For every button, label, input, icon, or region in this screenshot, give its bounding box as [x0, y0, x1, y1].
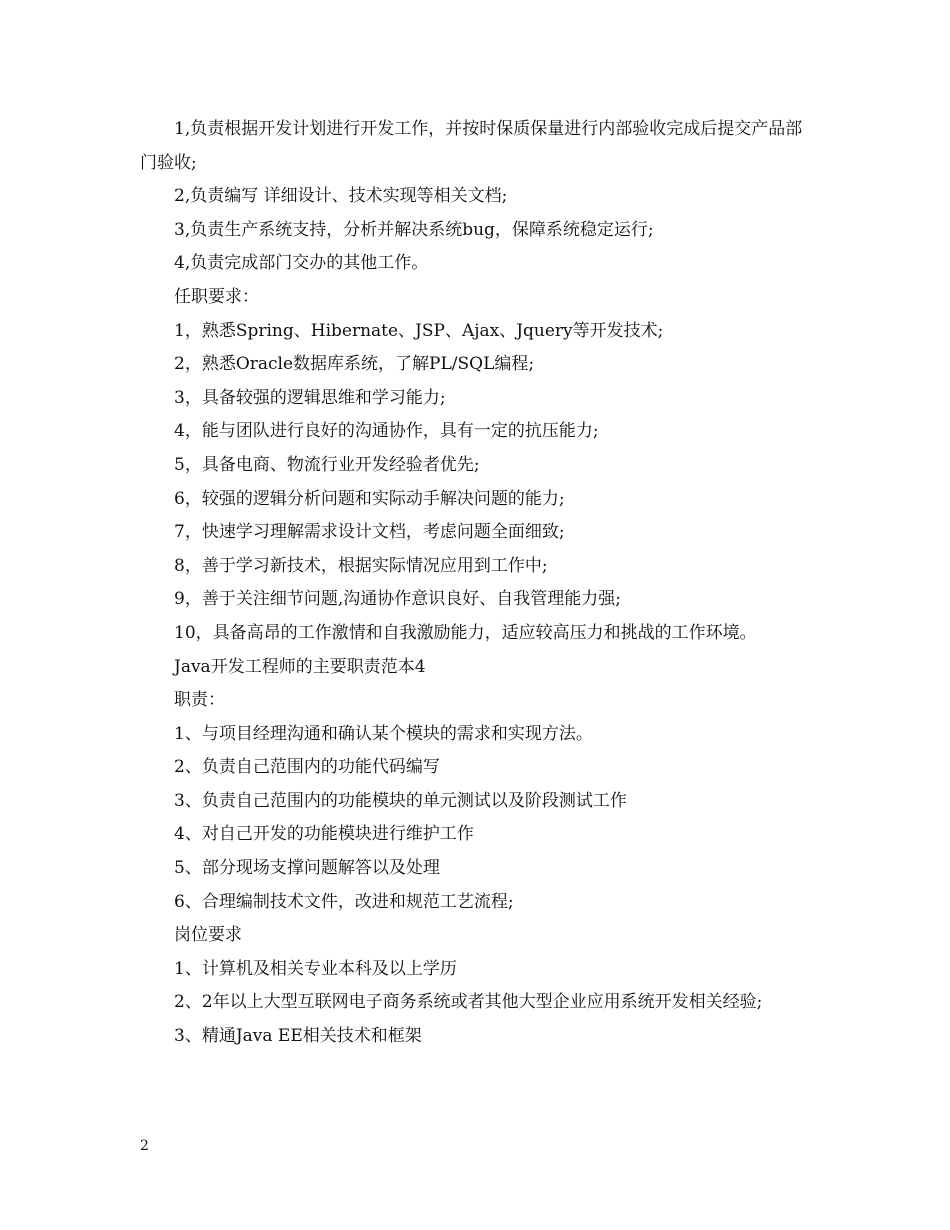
- section-heading: 岗位要求: [174, 925, 242, 946]
- section-heading: 任职要求：: [174, 286, 259, 307]
- paragraph: 8，善于学习新技术，根据实际情况应用到工作中;: [174, 555, 548, 576]
- page-number: 2: [140, 1138, 149, 1154]
- paragraph: 3，具备较强的逻辑思维和学习能力;: [174, 387, 446, 408]
- paragraph: 7，快速学习理解需求设计文档，考虑问题全面细致;: [174, 522, 565, 543]
- paragraph: 5、部分现场支撑问题解答以及处理: [174, 858, 440, 879]
- paragraph: 5，具备电商、物流行业开发经验者优先;: [174, 454, 480, 475]
- section-heading: 职责：: [174, 690, 225, 711]
- paragraph: 4,负责完成部门交办的其他工作。: [174, 253, 429, 274]
- document-body: [140, 113, 815, 1054]
- paragraph: 9，善于关注细节问题,沟通协作意识良好、自我管理能力强;: [174, 589, 621, 610]
- paragraph: 2、负责自己范围内的功能代码编写: [174, 757, 440, 778]
- paragraph: 1，熟悉Spring、Hibernate、JSP、Ajax、Jquery等开发技术;: [174, 320, 664, 341]
- paragraph: 3,负责生产系统支持，分析并解决系统bug，保障系统稳定运行;: [174, 219, 654, 240]
- paragraph: 4、对自己开发的功能模块进行维护工作: [174, 824, 474, 845]
- paragraph: 1、计算机及相关专业本科及以上学历: [174, 958, 457, 979]
- document-heading: Java开发工程师的主要职责范本4: [174, 656, 426, 677]
- paragraph: 1、与项目经理沟通和确认某个模块的需求和实现方法。: [174, 723, 593, 744]
- paragraph: 2、2年以上大型互联网电子商务系统或者其他大型企业应用系统开发相关经验;: [174, 992, 763, 1013]
- paragraph: 2,负责编写 详细设计、技术实现等相关文档;: [174, 186, 508, 207]
- paragraph: 10，具备高昂的工作激情和自我激励能力，适应较高压力和挑战的工作环境。: [174, 622, 757, 643]
- paragraph: 4，能与团队进行良好的沟通协作，具有一定的抗压能力;: [174, 421, 599, 442]
- paragraph: 1,负责根据开发计划进行开发工作，并按时保质保量进行内部验收完成后提交产品部门验收;: [140, 119, 803, 173]
- paragraph: 3、负责自己范围内的功能模块的单元测试以及阶段测试工作: [174, 790, 627, 811]
- paragraph: 3、精通Java EE相关技术和框架: [174, 1026, 422, 1047]
- paragraph: 2，熟悉Oracle数据库系统，了解PL/SQL编程;: [174, 354, 535, 375]
- paragraph: 6，较强的逻辑分析问题和实际动手解决问题的能力;: [174, 488, 565, 509]
- paragraph: 6、合理编制技术文件，改进和规范工艺流程;: [174, 891, 514, 912]
